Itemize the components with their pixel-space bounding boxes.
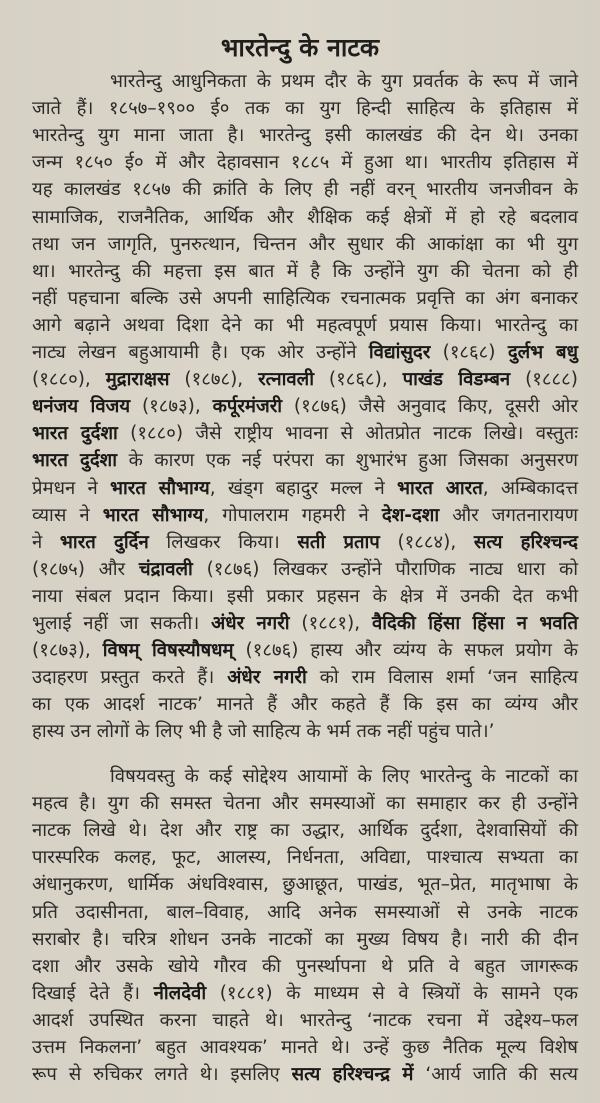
text-segment: (१८८८) <box>510 369 579 391</box>
text-segment: (१८६८), <box>314 369 403 391</box>
text-segment: प्रेमधन ने <box>32 477 110 499</box>
bold-title-text: दुर्लभ बधु <box>507 342 578 363</box>
text-line <box>32 258 578 285</box>
text-line <box>32 366 578 393</box>
text-line <box>32 583 578 610</box>
text-line <box>32 556 578 583</box>
text-line <box>32 899 578 926</box>
text-segment: ‘आर्य जाति की सत्य <box>413 1064 578 1086</box>
text-segment: भुलाई नहीं जा सकती। <box>32 613 212 634</box>
bold-title-text: भारत आरत <box>397 477 483 499</box>
text-segment: नाया संबल प्रदान किया। इसी प्रकार प्रहसन के क्षेत्र में उनकी देत कभी <box>32 585 578 607</box>
text-segment: आगे बढ़ाने अथवा दिशा देने का भी महत्वपूर्ण प्रयास किया। भारतेन्दु का <box>32 314 578 336</box>
text-line <box>32 420 578 447</box>
text-line <box>32 312 578 339</box>
text-line <box>32 926 578 953</box>
text-segment: के कारण एक नई परंपरा का शुभारंभ हुआ जिसका अनुसरण <box>117 450 578 472</box>
text-line <box>32 664 578 691</box>
text-segment: तथा जन जागृति, पुनरुत्थान, चिन्तन और सुधार की आकांक्षा का भी युग <box>32 233 578 255</box>
text-segment: पारस्परिक कलह, फूट, आलस्य, निर्धनता, अविद्या, पाश्चात्य सभ्यता का <box>32 847 578 869</box>
text-line <box>32 1007 578 1034</box>
bold-title-text: सत्य हरिश्चन्द्र में <box>291 1064 414 1086</box>
text-segment: अंधानुकरण, धार्मिक अंधविश्वास, छुआछूत, पाखंड, भूत–प्रेत, मातृभाषा के <box>32 874 578 896</box>
text-line <box>32 718 578 745</box>
text-segment: आदर्श उपस्थित करना चाहते थे। भारतेन्दु ‘नाटक रचना में उद्देश्य–फल <box>32 1009 578 1031</box>
text-segment: भारतेन्दु आधुनिकता के प्रथम दौर के युग प्रवर्तक के रूप में जाने <box>110 71 578 92</box>
text-segment: सामाजिक, राजनैतिक, आर्थिक और शैक्षिक कई क्षेत्रों में हो रहे बदलाव <box>32 206 578 228</box>
text-line <box>32 1034 578 1061</box>
text-segment: उदाहरण प्रस्तुत करते हैं। <box>32 667 228 689</box>
text-segment: रूप से रुचिकर लगते थे। इसलिए <box>32 1064 292 1086</box>
text-segment: नाट्य लेखन बहुआयामी है। एक ओर उन्होंने <box>32 342 369 363</box>
text-segment: (१८७५) और <box>32 558 139 580</box>
bold-title-text: वैदिकी हिंसा हिंसा न भवति <box>371 613 578 634</box>
bold-title-text: पाखंड विडम्बन <box>402 369 511 391</box>
bold-title-text: नीलदेवी <box>153 982 207 1004</box>
text-segment: को राम विलास शर्मा ‘जन साहित्य <box>306 667 578 689</box>
bold-title-text: देश-दशा <box>381 504 440 526</box>
article-title: भारतेन्दु के नाटक <box>220 33 380 62</box>
text-line <box>32 204 578 231</box>
bold-title-text: रत्नावली <box>258 369 315 391</box>
text-line <box>32 176 578 203</box>
text-line <box>32 610 578 637</box>
bold-title-text: धनंजय विजय <box>32 396 131 418</box>
text-segment: , अम्बिकादत्त <box>482 477 578 499</box>
text-segment: ने <box>32 531 60 553</box>
text-line <box>32 339 578 366</box>
bold-title-text: विषम् विषस्यौषधम् <box>102 640 234 662</box>
bold-title-text: भारत दुर्दिन <box>59 531 149 553</box>
text-segment: हास्य उन लोगों के लिए भी है जो साहित्य के भर्म तक नहीं पहुंच पाते।’ <box>32 721 495 743</box>
text-segment: व्यास ने <box>32 504 103 526</box>
bold-title-text: कर्पूरमंजरी <box>212 396 283 418</box>
text-segment: (१८८१) के माध्यम से वे स्त्रियों के सामने एक <box>206 982 578 1004</box>
text-line <box>32 953 578 980</box>
text-segment: (१८६८) <box>430 342 508 363</box>
bold-title-text: मुद्राराक्षस <box>105 369 170 391</box>
text-line <box>32 285 578 312</box>
bold-title-text: भारत सौभाग्य <box>102 504 204 526</box>
text-line <box>32 844 578 871</box>
text-line <box>32 231 578 258</box>
text-segment: यह कालखंड १८५७ की क्रांति के लिए ही नहीं वरन् भारतीय जनजीवन के <box>32 179 578 201</box>
text-segment: दिखाई देते हैं। <box>32 982 154 1004</box>
text-line <box>32 980 578 1007</box>
text-segment: नाटक लिखे थे। देश और राष्ट्र का उद्धार, आर्थिक दुर्दशा, देशवासियों की <box>32 820 578 842</box>
text-line <box>32 529 578 556</box>
text-line <box>32 871 578 898</box>
text-segment: , गोपालराम गहमरी ने <box>203 504 382 526</box>
text-line <box>32 393 578 420</box>
bold-title-text: भारत दुर्दशा <box>32 423 118 445</box>
text-segment: था। भारतेन्दु की महत्ता इस बात में है कि उन्होंने युग की चेतना को ही <box>32 260 578 282</box>
text-line <box>32 790 578 817</box>
text-segment: और जगतनारायण <box>439 504 578 526</box>
text-segment: (१८७६) लिखकर उन्होंने पौराणिक नाट्य धारा को <box>192 558 578 580</box>
text-line <box>32 68 578 95</box>
text-line <box>32 763 578 790</box>
text-segment: (१८७८), <box>169 369 259 391</box>
text-segment: नहीं पहचाना बल्कि उसे अपनी साहित्यिक रचनात्मक प्रवृत्ति का अंग बनाकर <box>32 287 578 309</box>
text-line <box>32 95 578 122</box>
text-segment: जाते हैं। १८५७–१९०० ई० तक का युग हिन्दी साहित्य के इतिहास में <box>32 98 578 120</box>
bold-title-text: चंद्रावली <box>138 558 193 580</box>
text-segment: भारतेन्दु युग माना जाता है। भारतेन्दु इसी कालखंड की देन थे। उनका <box>32 125 578 147</box>
text-segment: महत्व है। युग की समस्त चेतना और समस्याओं का समाहार कर ही उन्होंने <box>32 793 578 815</box>
text-line <box>32 447 578 474</box>
text-segment: विषयवस्तु के कई सोद्देश्य आयामों के लिए भारतेन्दु के नाटकों का <box>110 766 578 787</box>
text-line <box>32 502 578 529</box>
bold-title-text: भारत दुर्दशा <box>32 450 118 472</box>
bold-title-text: भारत सौभाग्य <box>109 477 210 499</box>
text-segment: का एक आदर्श नाटक’ मानते हैं और कहते हैं कि इस का व्यंग्य और <box>32 694 578 716</box>
text-line <box>32 149 578 176</box>
text-segment: दशा और उसके खोये गौरव की पुनर्स्थापना थे प्रति वे बहुत जागरूक <box>32 955 578 977</box>
text-segment: उत्तम निकलना’ बहुत आवश्यक’ मानते थे। उन्हें कुछ नैतिक मूल्य विशेष <box>32 1037 578 1058</box>
text-line <box>32 637 578 664</box>
text-segment: लिखकर किया। <box>148 531 298 553</box>
text-line <box>32 475 578 502</box>
text-segment: (१८७३), <box>32 640 103 662</box>
bold-title-text: सत्य हरिश्चन्द <box>473 531 579 553</box>
text-segment: (१८८०) जैसे राष्ट्रीय भावना से ओतप्रोत नाटक लिखे। वस्तुतः <box>117 423 578 445</box>
text-line <box>32 817 578 844</box>
text-line <box>32 691 578 718</box>
text-line <box>32 1061 578 1088</box>
text-segment: प्रति उदासीनता, बाल–विवाह, आदि अनेक समस्याओं से उनके नाटक <box>32 901 578 923</box>
bold-title-text: अंधेर नगरी <box>211 613 290 634</box>
text-segment: , खंड्ग बहादुर मल्ल ने <box>209 477 398 499</box>
bold-title-text: विद्यांसुदर <box>368 342 431 363</box>
bold-title-text: अंधेर नगरी <box>227 667 307 689</box>
text-segment: (१८७६) जैसे अनुवाद किए, दूसरी ओर <box>282 396 579 418</box>
text-segment: (१८८१), <box>289 613 372 634</box>
text-segment: (१८८४), <box>379 531 474 553</box>
text-line <box>32 122 578 149</box>
text-segment: सराबोर है। चरित्र शोधन उनके नाटकों का मुख्य विषय है। नारी की दीन <box>32 928 578 950</box>
text-segment: (१८८०), <box>32 369 106 391</box>
bold-title-text: सती प्रताप <box>297 531 380 553</box>
text-segment: (१८७६) हास्य और व्यंग्य के सफल प्रयोग के <box>233 640 578 662</box>
text-segment: (१८७३), <box>130 396 213 418</box>
text-segment: जन्म १८५० ई० में और देहावसान १८८५ में हुआ था। भारतीय इतिहास में <box>32 152 578 174</box>
